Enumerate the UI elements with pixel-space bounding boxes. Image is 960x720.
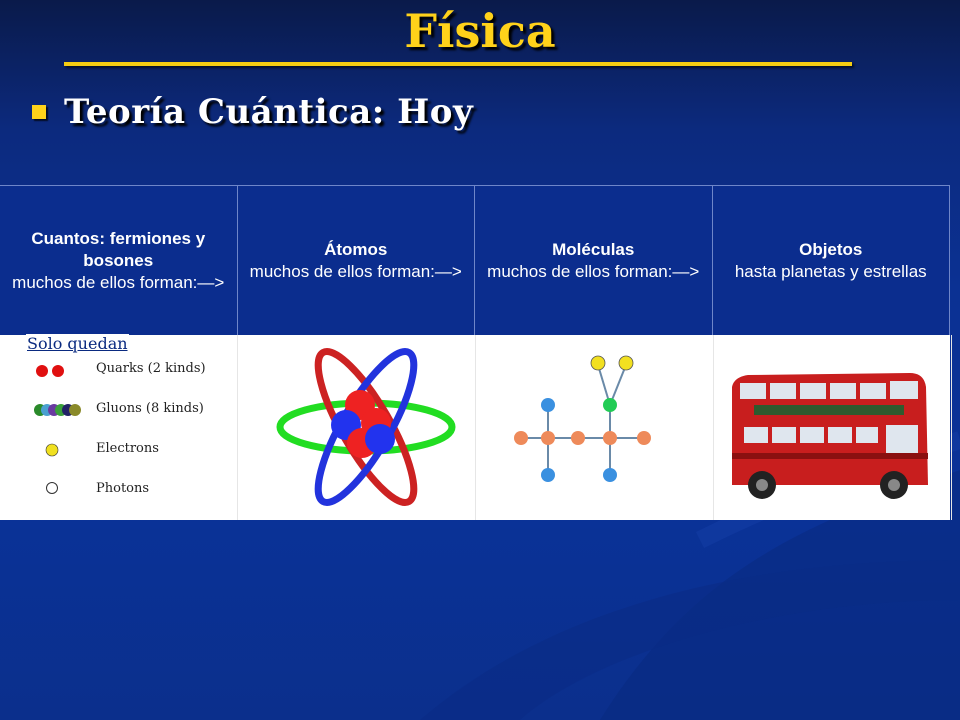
cell-heading: Cuantos: fermiones y bosones <box>31 229 206 270</box>
image-row <box>0 335 950 520</box>
legend-quarks: Quarks (2 kinds) <box>96 361 206 376</box>
particles-legend-image <box>0 335 238 520</box>
legend-photons: Photons <box>96 481 150 496</box>
cell-text: muchos de ellos forman:—> <box>487 262 700 281</box>
table-cell-molecules <box>475 186 713 336</box>
cell-text: muchos de ellos forman:—> <box>249 262 462 281</box>
solo-quedan-label: Solo quedan <box>27 334 128 353</box>
slide-title: Física <box>404 4 556 58</box>
title-underline <box>64 62 852 66</box>
atom-image <box>238 335 476 520</box>
cell-text: hasta planetas y estrellas <box>734 262 927 281</box>
cell-text: muchos de ellos forman:—> <box>12 273 225 292</box>
cell-heading: Moléculas <box>552 240 635 259</box>
cell-heading: Objetos <box>799 240 863 259</box>
atom-icon <box>238 335 475 520</box>
molecule-image <box>476 335 714 520</box>
table-cell-atoms <box>238 186 476 336</box>
legend-electrons: Electrons <box>96 441 159 456</box>
legend-gluons: Gluons (8 kinds) <box>96 401 204 416</box>
double-decker-bus-icon <box>714 335 951 520</box>
bus-image <box>714 335 952 520</box>
table-cell-quanta <box>0 186 238 336</box>
molecule-icon <box>476 335 713 520</box>
slide-subtitle: Teoría Cuántica: Hoy <box>64 92 474 132</box>
table-cell-objects <box>713 186 951 336</box>
square-bullet-icon <box>32 105 46 119</box>
cell-heading: Átomos <box>324 240 388 259</box>
header-table <box>0 185 950 336</box>
bullet-item <box>32 92 473 132</box>
